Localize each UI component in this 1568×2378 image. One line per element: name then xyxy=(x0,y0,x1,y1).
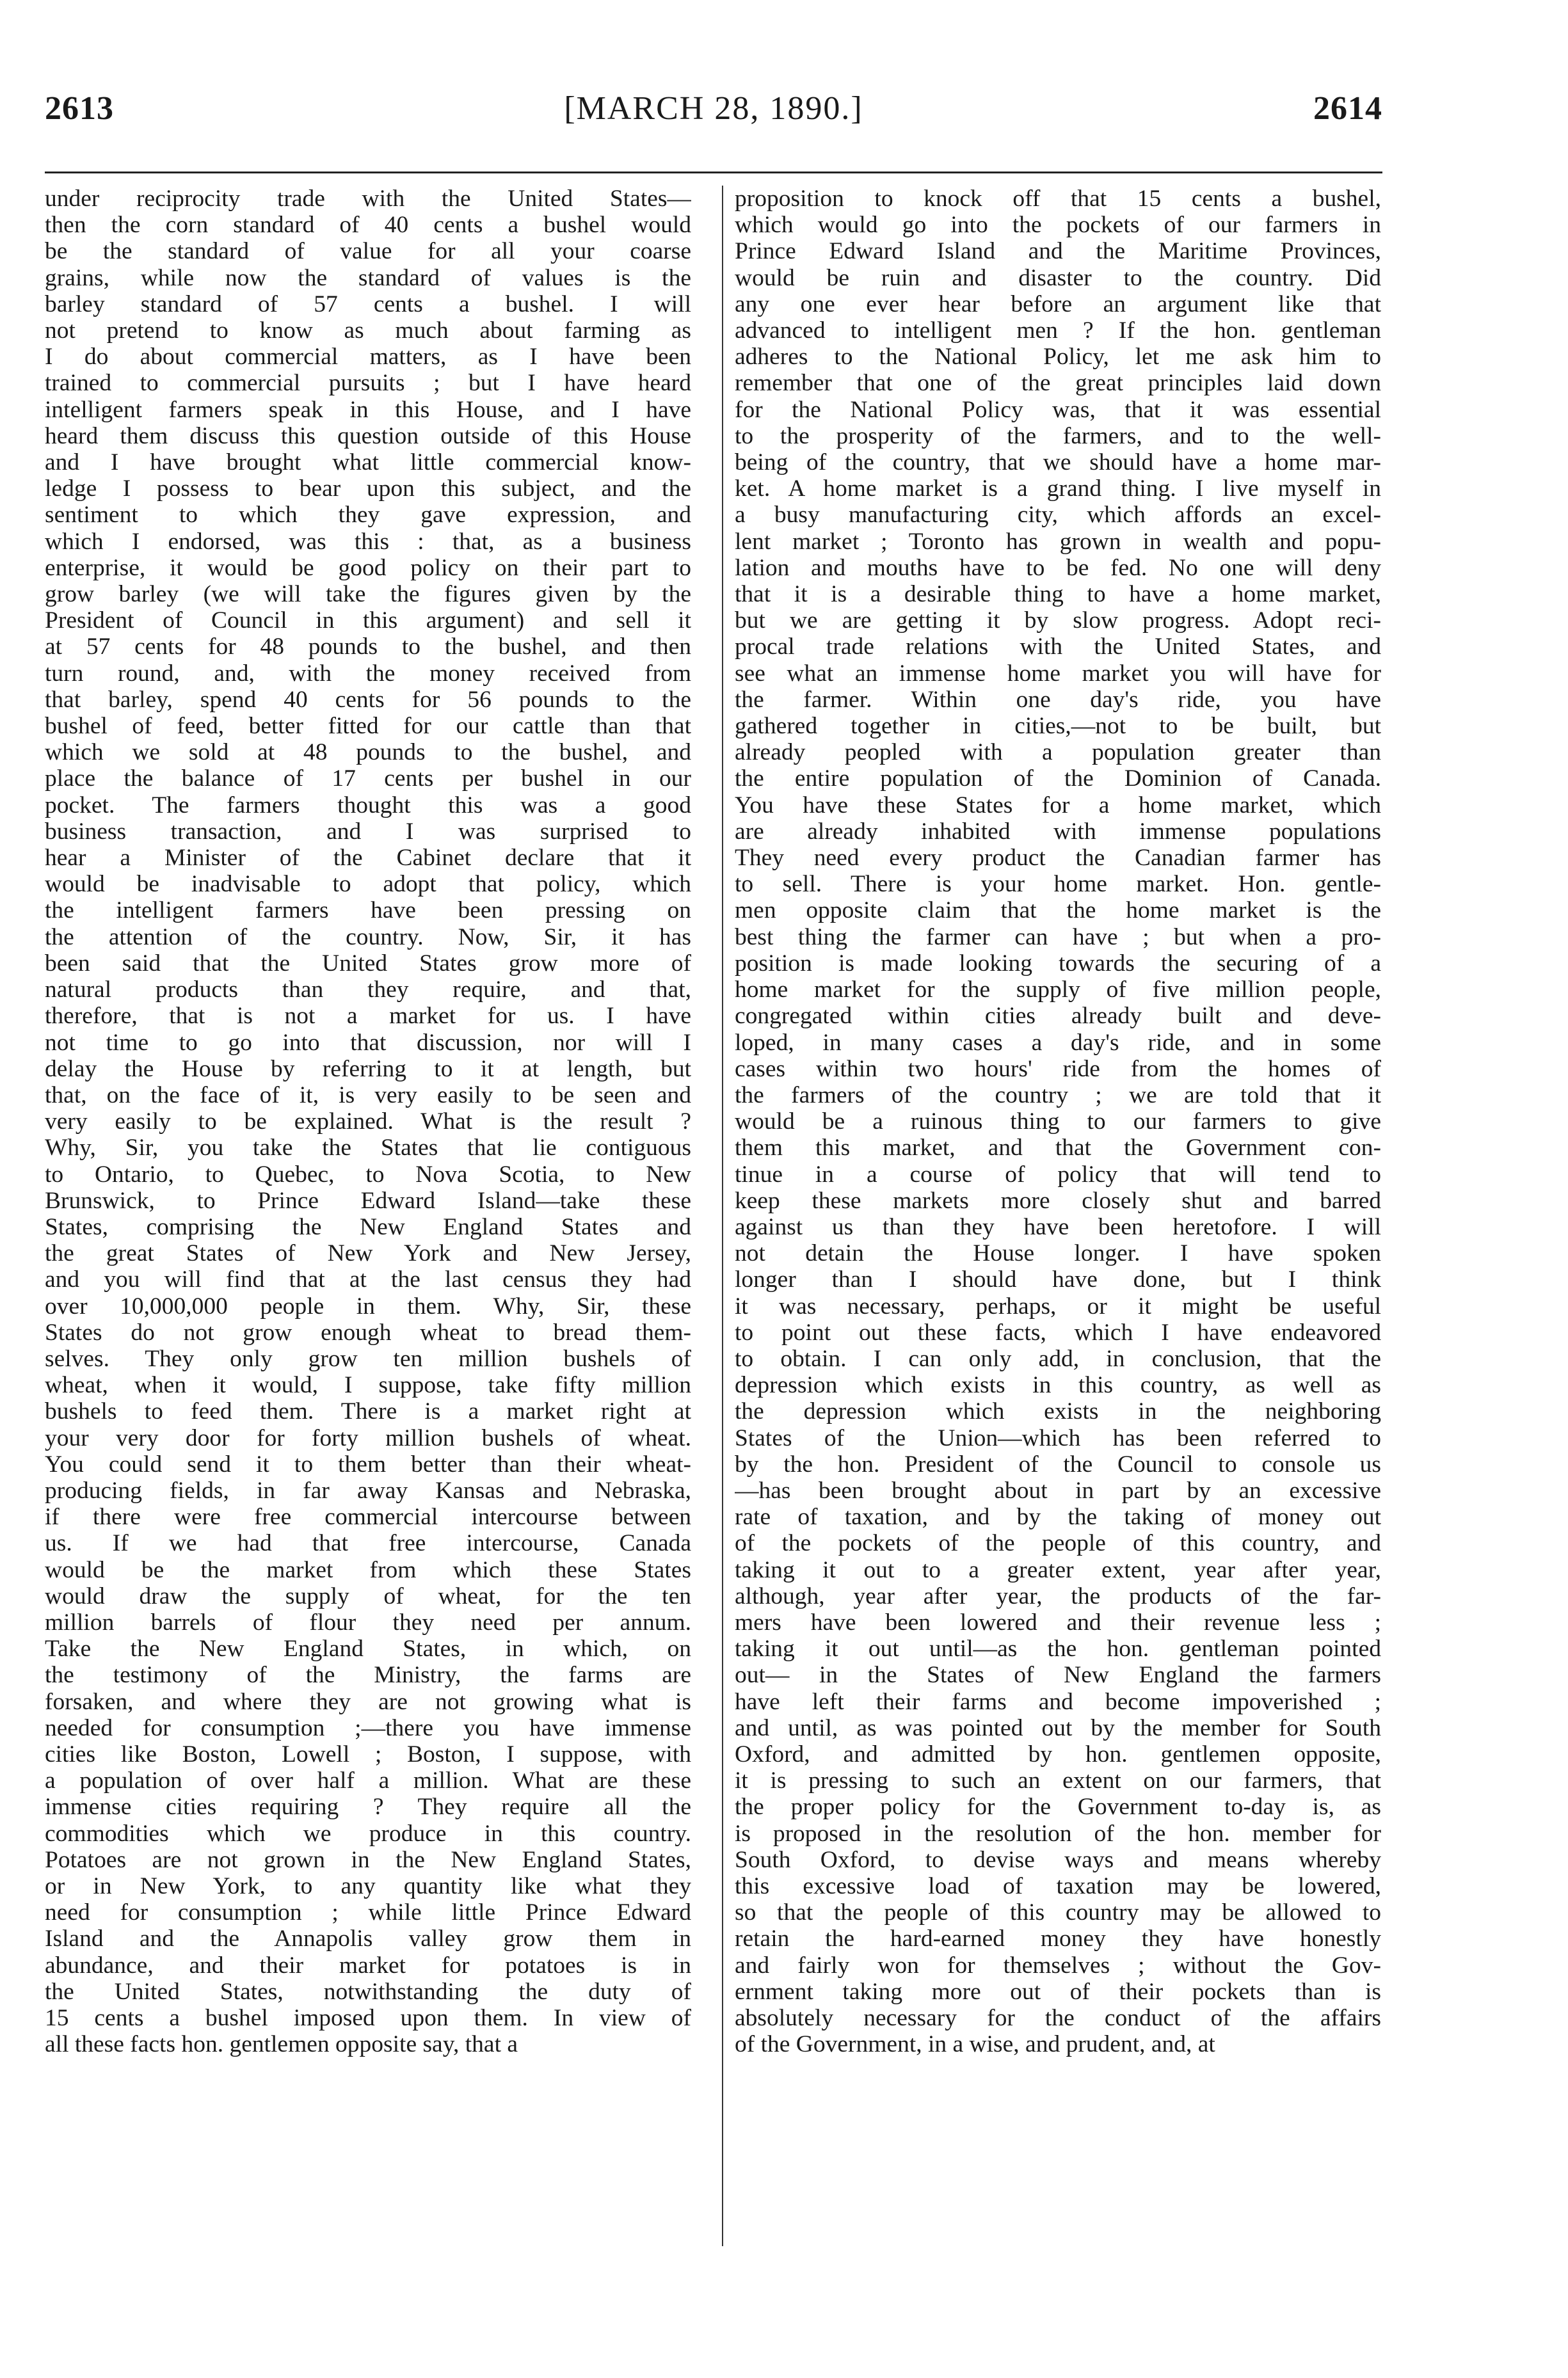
text-line: but we are getting it by slow progress. Adopt reci- xyxy=(735,607,1381,634)
text-line: a population of over half a million. What are these xyxy=(45,1768,691,1794)
text-line: Oxford, and admitted by hon. gentlemen opposite, xyxy=(735,1741,1381,1768)
text-line: home market for the supply of five million people, xyxy=(735,977,1381,1003)
text-line: intelligent farmers speak in this House, and I have xyxy=(45,396,691,423)
text-line: Take the New England States, in which, on xyxy=(45,1636,691,1663)
text-line: ledge I possess to bear upon this subject, and the xyxy=(45,475,691,502)
text-line: is proposed in the resolution of the hon. member for xyxy=(735,1820,1381,1847)
text-line: being of the country, that we should have a home mar- xyxy=(735,449,1381,476)
text-line: to point out these facts, which I have endeavored xyxy=(735,1319,1381,1346)
text-line: trained to commercial pursuits ; but I have heard xyxy=(45,370,691,397)
text-line: Potatoes are not grown in the New England States, xyxy=(45,1846,691,1873)
column-text xyxy=(45,186,691,2057)
header-rule xyxy=(45,172,1382,173)
text-line: adheres to the National Policy, let me ask him to xyxy=(735,344,1381,371)
text-line: us. If we had that free intercourse, Canada xyxy=(45,1530,691,1557)
text-line: Island and the Annapolis valley grow them in xyxy=(45,1926,691,1952)
text-line: the farmer. Within one day's ride, you have xyxy=(735,686,1381,713)
text-line: men opposite claim that the home market is the xyxy=(735,897,1381,924)
text-line: commodities which we produce in this country. xyxy=(45,1820,691,1847)
page-header xyxy=(45,90,1382,141)
text-line: would be a ruinous thing to our farmers to give xyxy=(735,1108,1381,1135)
text-line: President of Council in this argument) and sell it xyxy=(45,607,691,634)
page-number-right: 2614 xyxy=(1313,90,1382,127)
text-line: enterprise, it would be good policy on their part to xyxy=(45,554,691,581)
text-line: that barley, spend 40 cents for 56 pounds to the xyxy=(45,686,691,713)
text-line: wheat, when it would, I suppose, take fifty million xyxy=(45,1372,691,1399)
text-line: this excessive load of taxation may be lowered, xyxy=(735,1873,1381,1899)
text-line: any one ever hear before an argument like that xyxy=(735,291,1381,317)
text-line: mers have been lowered and their revenue less ; xyxy=(735,1609,1381,1636)
text-line: grow barley (we will take the figures given by the xyxy=(45,581,691,608)
text-line: You have these States for a home market, which xyxy=(735,792,1381,818)
text-line: needed for consumption ;—there you have immense xyxy=(45,1714,691,1741)
text-line: bushels to feed them. There is a market right at xyxy=(45,1398,691,1425)
text-line: position is made looking towards the securing of a xyxy=(735,950,1381,977)
text-line: States do not grow enough wheat to bread them- xyxy=(45,1319,691,1346)
text-line: not detain the House longer. I have spoken xyxy=(735,1240,1381,1267)
text-line: not pretend to know as much about farming as xyxy=(45,317,691,344)
text-line: cities like Boston, Lowell ; Boston, I suppose, with xyxy=(45,1741,691,1768)
text-line: congregated within cities already built and deve- xyxy=(735,1003,1381,1030)
text-line: would draw the supply of wheat, for the ten xyxy=(45,1583,691,1609)
text-line: of the Government, in a wise, and prudent, and, at xyxy=(735,2031,1215,2058)
text-line: it was necessary, perhaps, or it might be useful xyxy=(735,1293,1381,1320)
text-line: You could send it to them better than their wheat- xyxy=(45,1451,691,1478)
text-line: would be ruin and disaster to the country. Did xyxy=(735,264,1381,291)
text-line: They need every product the Canadian farmer has xyxy=(735,845,1381,872)
text-line: lation and mouths have to be fed. No one will deny xyxy=(735,554,1381,581)
text-line: abundance, and their market for potatoes is in xyxy=(45,1952,691,1979)
text-line: by the hon. President of the Council to console us xyxy=(735,1451,1381,1478)
text-line: it is pressing to such an extent on our farmers, that xyxy=(735,1768,1381,1794)
text-line: best thing the farmer can have ; but when a pro- xyxy=(735,923,1381,950)
header-date: [MARCH 28, 1890.] xyxy=(564,90,863,127)
text-line: immense cities requiring ? They require all the xyxy=(45,1794,691,1821)
text-line: therefore, that is not a market for us. I have xyxy=(45,1003,691,1030)
text-line: for the National Policy was, that it was essential xyxy=(735,396,1381,423)
text-line: if there were free commercial intercourse between xyxy=(45,1504,691,1531)
text-line: would be inadvisable to adopt that policy, which xyxy=(45,871,691,898)
text-line: of the pockets of the people of this country, and xyxy=(735,1530,1381,1557)
text-line: keep these markets more closely shut and barred xyxy=(735,1187,1381,1214)
text-line: and you will find that at the last census they had xyxy=(45,1266,691,1293)
text-line: need for consumption ; while little Prince Edward xyxy=(45,1899,691,1926)
text-line: Prince Edward Island and the Maritime Provinces, xyxy=(735,238,1381,265)
text-line: which we sold at 48 pounds to the bushel, and xyxy=(45,739,691,766)
text-line: your very door for forty million bushels of wheat. xyxy=(45,1424,691,1451)
text-line: sentiment to which they gave expression, and xyxy=(45,502,691,529)
text-line: States of the Union—which has been referred to xyxy=(735,1424,1381,1451)
text-column-right xyxy=(735,186,1381,2256)
text-line: place the balance of 17 cents per bushel in our xyxy=(45,765,691,792)
text-line: the farmers of the country ; we are told that it xyxy=(735,1081,1381,1108)
text-line: at 57 cents for 48 pounds to the bushel, and then xyxy=(45,634,691,660)
text-line: cases within two hours' ride from the homes of xyxy=(735,1055,1381,1082)
text-line: to Ontario, to Quebec, to Nova Scotia, to New xyxy=(45,1161,691,1188)
text-line: and I have brought what little commercial know- xyxy=(45,449,691,476)
text-line: hear a Minister of the Cabinet declare that it xyxy=(45,845,691,872)
text-line: and fairly won for themselves ; without the Gov- xyxy=(735,1952,1381,1979)
text-line: over 10,000,000 people in them. Why, Sir, these xyxy=(45,1293,691,1320)
text-line: States, comprising the New England States and xyxy=(45,1213,691,1240)
text-line: rate of taxation, and by the taking of money out xyxy=(735,1504,1381,1531)
text-line: been said that the United States grow more of xyxy=(45,950,691,977)
text-line: already peopled with a population greater than xyxy=(735,739,1381,766)
text-line: be the standard of value for all your coarse xyxy=(45,238,691,265)
text-line: —has been brought about in part by an excessive xyxy=(735,1477,1381,1504)
text-line: out— in the States of New England the farmers xyxy=(735,1662,1381,1689)
text-line: turn round, and, with the money received from xyxy=(45,660,691,687)
text-line: remember that one of the great principles laid down xyxy=(735,370,1381,397)
text-line: that it is a desirable thing to have a home market, xyxy=(735,581,1381,608)
column-text xyxy=(735,186,1381,2057)
text-line: business transaction, and I was surprised to xyxy=(45,818,691,845)
page-number-left: 2613 xyxy=(45,90,114,127)
text-line: the entire population of the Dominion of Canada. xyxy=(735,765,1381,792)
text-line: I do about commercial matters, as I have been xyxy=(45,344,691,371)
text-line: the United States, notwithstanding the duty of xyxy=(45,1978,691,2005)
text-line: natural products than they require, and that, xyxy=(45,977,691,1003)
text-line: heard them discuss this question outside of this House xyxy=(45,422,691,449)
text-line: gathered together in cities,—not to be built, but xyxy=(735,713,1381,740)
text-line: and until, as was pointed out by the member for South xyxy=(735,1714,1381,1741)
text-line: would be the market from which these States xyxy=(45,1556,691,1583)
text-line: procal trade relations with the United States, and xyxy=(735,634,1381,660)
text-line: retain the hard-earned money they have honestly xyxy=(735,1926,1381,1952)
text-line: South Oxford, to devise ways and means whereby xyxy=(735,1846,1381,1873)
text-line: against us than they have been heretofore. I will xyxy=(735,1213,1381,1240)
text-line: have left their farms and become impoverished ; xyxy=(735,1688,1381,1715)
text-line: ket. A home market is a grand thing. I live myself in xyxy=(735,475,1381,502)
text-line: barley standard of 57 cents a bushel. I will xyxy=(45,291,691,317)
text-line: bushel of feed, better fitted for our cattle than that xyxy=(45,713,691,740)
text-line: although, year after year, the products of the far- xyxy=(735,1583,1381,1609)
text-line: pocket. The farmers thought this was a good xyxy=(45,792,691,818)
text-line: the proper policy for the Government to-day is, as xyxy=(735,1794,1381,1821)
text-line: 15 cents a bushel imposed upon them. In view of xyxy=(45,2005,691,2032)
text-line: ernment taking more out of their pockets than is xyxy=(735,1978,1381,2005)
text-line: depression which exists in this country, as well as xyxy=(735,1372,1381,1399)
text-line: that, on the face of it, is very easily to be seen and xyxy=(45,1081,691,1108)
text-line: delay the House by referring to it at length, but xyxy=(45,1055,691,1082)
text-line: to sell. There is your home market. Hon. gentle- xyxy=(735,871,1381,898)
text-line: see what an immense home market you will have for xyxy=(735,660,1381,687)
text-line: which would go into the pockets of our farmers in xyxy=(735,212,1381,239)
text-line: so that the people of this country may be allowed to xyxy=(735,1899,1381,1926)
text-line: then the corn standard of 40 cents a bushel would xyxy=(45,212,691,239)
text-line: loped, in many cases a day's ride, and in some xyxy=(735,1029,1381,1056)
text-line: under reciprocity trade with the United States— xyxy=(45,186,691,212)
text-line: million barrels of flour they need per annum. xyxy=(45,1609,691,1636)
text-line: the intelligent farmers have been pressing on xyxy=(45,897,691,924)
text-line: absolutely necessary for the conduct of the affairs xyxy=(735,2005,1381,2032)
text-line: the testimony of the Ministry, the farms are xyxy=(45,1662,691,1689)
text-line: forsaken, and where they are not growing what is xyxy=(45,1688,691,1715)
text-line: taking it out to a greater extent, year after year, xyxy=(735,1556,1381,1583)
text-line: the depression which exists in the neighboring xyxy=(735,1398,1381,1425)
text-line: a busy manufacturing city, which affords an excel- xyxy=(735,502,1381,529)
text-line: to the prosperity of the farmers, and to the well- xyxy=(735,422,1381,449)
text-line: proposition to knock off that 15 cents a bushel, xyxy=(735,186,1381,212)
text-line: taking it out until—as the hon. gentleman pointed xyxy=(735,1636,1381,1663)
text-line: Why, Sir, you take the States that lie contiguous xyxy=(45,1135,691,1161)
text-line: advanced to intelligent men ? If the hon. gentleman xyxy=(735,317,1381,344)
text-line: not time to go into that discussion, nor will I xyxy=(45,1029,691,1056)
text-line: producing fields, in far away Kansas and Nebraska, xyxy=(45,1477,691,1504)
text-line: are already inhabited with immense populations xyxy=(735,818,1381,845)
text-line: selves. They only grow ten million bushels of xyxy=(45,1345,691,1372)
column-divider xyxy=(722,186,723,2246)
text-line: all these facts hon. gentlemen opposite say, that a xyxy=(45,2031,518,2058)
text-line: longer than I should have done, but I think xyxy=(735,1266,1381,1293)
text-line: which I endorsed, was this : that, as a business xyxy=(45,528,691,555)
text-line: or in New York, to any quantity like what they xyxy=(45,1873,691,1899)
text-line: tinue in a course of policy that will tend to xyxy=(735,1161,1381,1188)
text-line: very easily to be explained. What is the result ? xyxy=(45,1108,691,1135)
text-line: them this market, and that the Government con- xyxy=(735,1135,1381,1161)
text-line: Brunswick, to Prince Edward Island—take these xyxy=(45,1187,691,1214)
text-line: the attention of the country. Now, Sir, it has xyxy=(45,923,691,950)
text-column-left xyxy=(45,186,691,2256)
text-line: the great States of New York and New Jersey, xyxy=(45,1240,691,1267)
text-line: grains, while now the standard of values is the xyxy=(45,264,691,291)
text-line: lent market ; Toronto has grown in wealth and popu- xyxy=(735,528,1381,555)
text-line: to obtain. I can only add, in conclusion, that the xyxy=(735,1345,1381,1372)
